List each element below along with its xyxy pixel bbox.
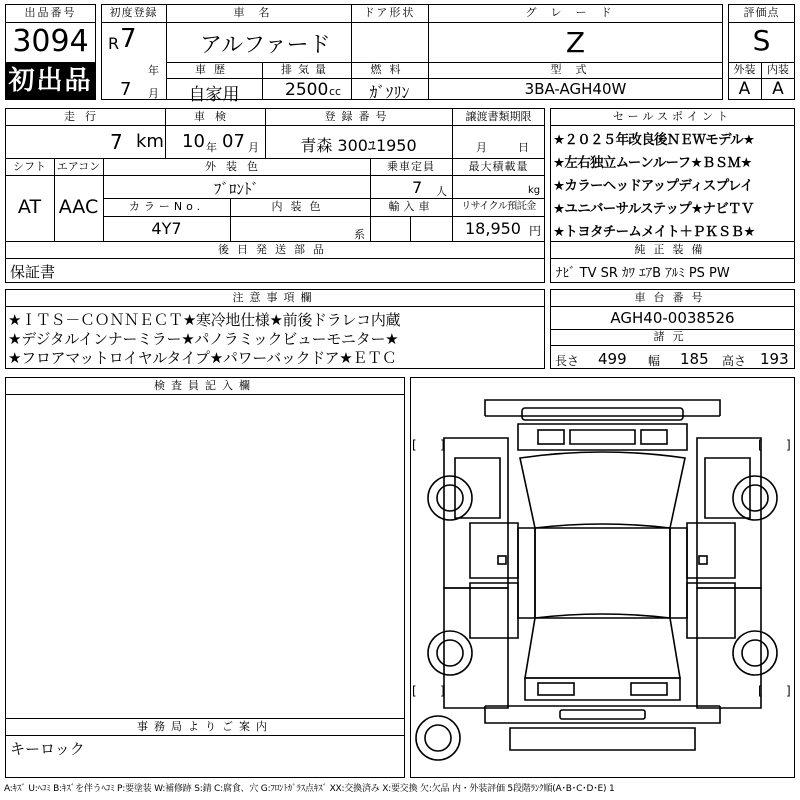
- interior-color-unit: 系: [354, 228, 365, 241]
- first-registration-label: 初度登録: [109, 6, 158, 19]
- first-listing-badge: 初出品: [5, 62, 96, 100]
- sales-point-line: ★ユニバーサルステップ★ナビＴＶ: [553, 201, 754, 217]
- inspector-label: 検査員記入欄: [154, 379, 256, 392]
- displacement-unit: cc: [329, 85, 342, 98]
- transfer-day-unit: 日: [518, 141, 529, 154]
- model-code: 3BA-AGH40W: [524, 80, 627, 98]
- sales-point-line: ★２０２５年改良後ＮＥＷモデル★: [553, 132, 755, 148]
- plate-number: 青森 300ﾕ1950: [300, 136, 417, 155]
- month-unit: 月: [148, 87, 159, 100]
- sales-point-line: ★カラーヘッドアップディスプレイ: [553, 178, 753, 194]
- office-notice: キーロック: [10, 740, 85, 758]
- capacity-unit: 人: [436, 185, 447, 198]
- mileage-label: 走行: [64, 110, 106, 123]
- notes-line: ★フロアマットロイヤルタイプ★パワーバックドア★ＥＴＣ: [8, 349, 397, 367]
- transfer-month-unit: 月: [476, 141, 487, 154]
- ac-label: エアコン: [56, 160, 101, 173]
- car-name: アルファード: [200, 33, 331, 58]
- interior-color-label: 内装色: [271, 200, 329, 213]
- fuel: ｶﾞｿﾘﾝ: [369, 83, 410, 102]
- lot-number-label: 出品番号: [24, 6, 77, 19]
- inspection-year-unit: 年: [206, 141, 217, 154]
- recycle-deposit: 18,950: [465, 219, 521, 238]
- length-label: 長さ: [555, 354, 580, 368]
- inspection-month: 07: [222, 131, 245, 152]
- max-load-unit: kg: [528, 185, 541, 196]
- length: 499: [598, 350, 627, 368]
- damage-legend: A:ｷｽﾞ U:ﾍｺﾐ B:ｷｽﾞを伴うﾍｺﾐ P:要塗装 W:補修跡 S:錆 C:腐食、穴 G:ﾌﾛﾝﾄｶﾞﾗｽ点ｷｽﾞ XX:交換済み X:要交換 欠:欠品 内・外装評価 5段階ﾗﾝｸ順(A･B･C･D･E) 1: [4, 784, 615, 794]
- chassis-number: AGH40-0038526: [610, 309, 735, 327]
- shift-label: シフト: [13, 160, 46, 173]
- recycle-deposit-label: リサイクル預託金: [461, 201, 536, 212]
- exterior-color: ﾌﾞﾛﾝﾄﾞ: [213, 180, 259, 198]
- color-number: 4Y7: [151, 219, 182, 238]
- era: R: [108, 34, 120, 53]
- score: S: [752, 24, 771, 57]
- chassis-number-label: 車台番号: [634, 291, 711, 304]
- inspection-label: 車検: [194, 110, 236, 123]
- mileage: 7: [110, 130, 123, 154]
- displacement-label: 排気量: [281, 63, 332, 76]
- office-notice-label: 事務局よりご案内: [137, 720, 273, 733]
- capacity-label: 乗車定員: [387, 160, 435, 173]
- car-name-label: 車名: [233, 6, 284, 19]
- grade-label: グレード: [525, 6, 626, 19]
- import-label: 輸入車: [388, 200, 434, 213]
- later-parts: 保証書: [10, 263, 56, 281]
- diagram-bracket-left: [: [412, 684, 417, 698]
- displacement: 2500: [285, 80, 329, 100]
- score-label: 評価点: [743, 6, 780, 19]
- shift: AT: [17, 196, 42, 218]
- year-unit: 年: [148, 64, 159, 77]
- sales-point-line: ★トヨタチームメイト＋ＰＫＳＢ★: [553, 224, 755, 240]
- max-load-label: 最大積載量: [468, 160, 529, 173]
- model-code-label: 型式: [550, 63, 601, 76]
- grade: Z: [565, 26, 586, 59]
- fuel-label: 燃料: [370, 63, 409, 76]
- specs-label: 諸元: [653, 330, 692, 343]
- air-conditioner: AAC: [58, 196, 99, 218]
- door-label: ドア形状: [363, 6, 416, 19]
- transfer-deadline-label: 譲渡書類期限: [465, 110, 532, 123]
- exterior-grade: A: [738, 79, 751, 99]
- notes-label: 注意事項欄: [232, 291, 318, 304]
- equipment-label: 純正装備: [634, 243, 711, 256]
- mileage-unit: km: [136, 131, 164, 152]
- width: 185: [680, 350, 709, 368]
- width-label: 幅: [648, 354, 661, 368]
- recycle-unit: 円: [529, 224, 542, 238]
- diagram-bracket-right: ]: [440, 438, 445, 452]
- diagram-bracket-right: ]: [786, 684, 791, 698]
- color-number-label: カラーNo.: [128, 200, 205, 213]
- exterior-grade-label: 外装: [733, 63, 756, 76]
- registration-year: 7: [120, 24, 137, 54]
- later-parts-label: 後日発送部品: [218, 243, 332, 256]
- inspection-month-unit: 月: [248, 141, 259, 154]
- diagram-bracket-right: ]: [786, 438, 791, 452]
- diagram-bracket-left: [: [758, 684, 763, 698]
- plate-label: 登録番号: [324, 110, 393, 123]
- history: 自家用: [188, 85, 240, 105]
- equipment-items: ﾅﾋﾞ TV SR ｶﾜ ｴｱB ｱﾙﾐ PS PW: [556, 266, 730, 281]
- registration-month: 7: [120, 79, 132, 100]
- diagram-bracket-left: [: [758, 438, 763, 452]
- diagram-bracket-left: [: [412, 438, 417, 452]
- capacity: 7: [412, 178, 423, 197]
- lot-number: 3094: [12, 24, 89, 59]
- interior-grade-label: 内装: [767, 63, 789, 76]
- car-body-diagram: [410, 378, 795, 778]
- height-label: 高さ: [722, 354, 747, 368]
- diagram-bracket-right: ]: [440, 684, 445, 698]
- history-label: 車歴: [195, 63, 233, 76]
- exterior-color-label: 外装色: [205, 160, 268, 173]
- notes-line: ★デジタルインナーミラー★パノラミックビューモニター★: [8, 330, 399, 348]
- height: 193: [760, 350, 789, 368]
- interior-grade: A: [772, 79, 784, 99]
- notes-line: ★ＩＴＳ－ＣＯＮＮＥＣＴ★寒冷地仕様★前後ドラレコ内蔵: [8, 311, 401, 329]
- sales-point-line: ★左右独立ムーンルーフ★ＢＳＭ★: [553, 155, 752, 171]
- inspection-year: 10: [182, 131, 205, 152]
- sales-points-label: セールスポイント: [612, 110, 732, 123]
